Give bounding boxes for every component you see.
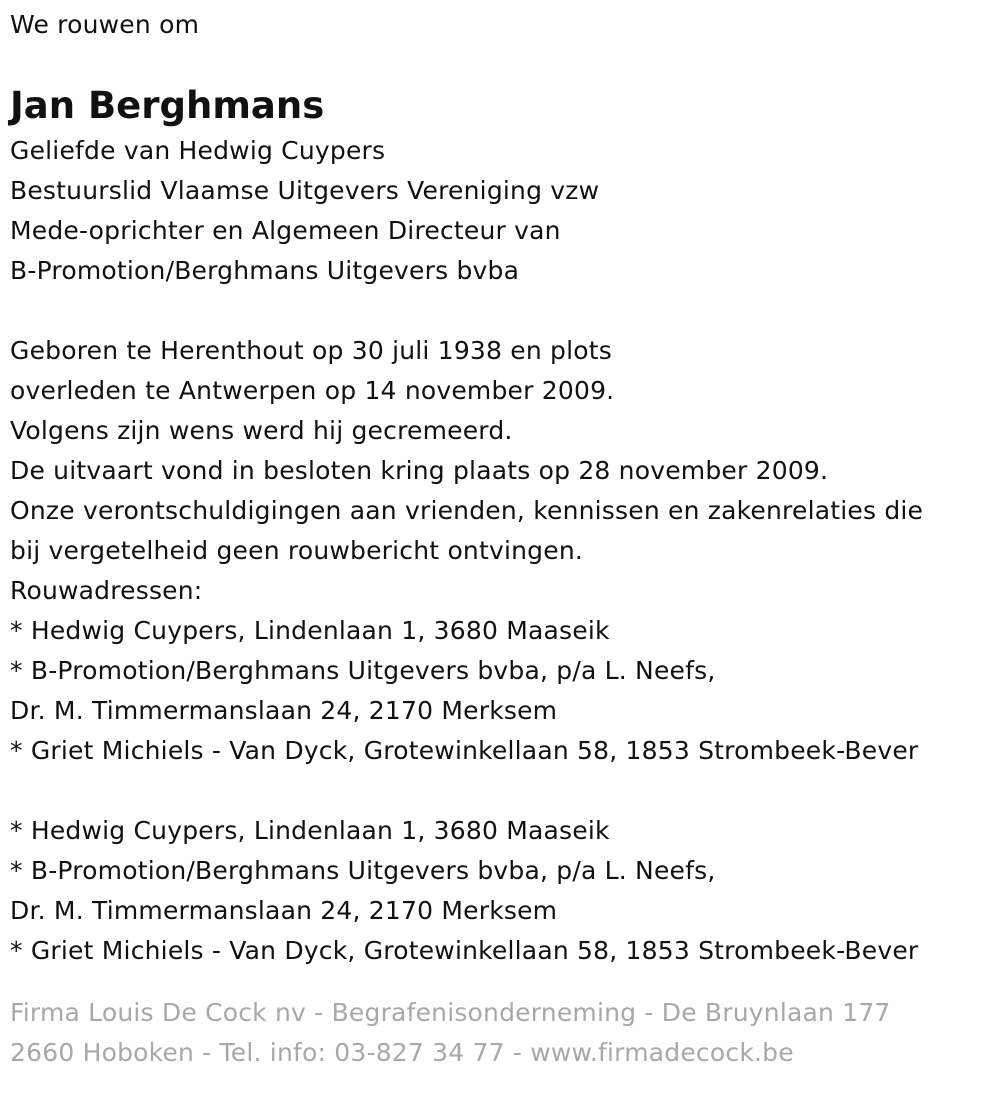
notice-body (10, 331, 995, 611)
rouwadressen-heading: Rouwadressen: (10, 576, 203, 605)
address-line: * B-Promotion/Berghmans Uitgevers bvba, p/a L. Neefs, (10, 656, 716, 685)
spacer (10, 771, 995, 811)
address-line: * Hedwig Cuypers, Lindenlaan 1, 3680 Maaseik (10, 816, 610, 845)
body-line: Volgens zijn wens werd hij gecremeerd. (10, 416, 513, 445)
title-line: B-Promotion/Berghmans Uitgevers bvba (10, 256, 520, 285)
deceased-titles (10, 131, 995, 291)
body-line: Onze verontschuldigingen aan vrienden, kennissen en zakenrelaties die (10, 496, 924, 525)
title-line: Mede-oprichter en Algemeen Directeur van (10, 216, 561, 245)
spacer (10, 291, 995, 331)
body-line: Geboren te Herenthout op 30 juli 1938 en plots (10, 336, 612, 365)
address-list-2 (10, 811, 995, 971)
address-list-1 (10, 611, 995, 771)
title-line: Geliefde van Hedwig Cuypers (10, 136, 386, 165)
body-line: bij vergetelheid geen rouwbericht ontvingen. (10, 536, 584, 565)
address-line: Dr. M. Timmermanslaan 24, 2170 Merksem (10, 696, 558, 725)
deceased-name: Jan Berghmans (10, 84, 325, 127)
intro-text: We rouwen om (10, 10, 200, 39)
obituary-notice (10, 5, 995, 1073)
body-line: overleden te Antwerpen op 14 november 2009. (10, 376, 615, 405)
footer-line-1: Firma Louis De Cock nv - Begrafenisonderneming - De Bruynlaan 177 (10, 998, 891, 1027)
address-line: * Griet Michiels - Van Dyck, Grotewinkellaan 58, 1853 Strombeek-Bever (10, 936, 919, 965)
address-line: * B-Promotion/Berghmans Uitgevers bvba, p/a L. Neefs, (10, 856, 716, 885)
body-line: De uitvaart vond in besloten kring plaats op 28 november 2009. (10, 456, 829, 485)
address-line: Dr. M. Timmermanslaan 24, 2170 Merksem (10, 896, 558, 925)
funeral-home-footer (10, 993, 995, 1073)
address-line: * Hedwig Cuypers, Lindenlaan 1, 3680 Maaseik (10, 616, 610, 645)
title-line: Bestuurslid Vlaamse Uitgevers Vereniging vzw (10, 176, 600, 205)
address-line: * Griet Michiels - Van Dyck, Grotewinkellaan 58, 1853 Strombeek-Bever (10, 736, 919, 765)
footer-line-2: 2660 Hoboken - Tel. info: 03-827 34 77 - www.firmadecock.be (10, 1038, 794, 1067)
